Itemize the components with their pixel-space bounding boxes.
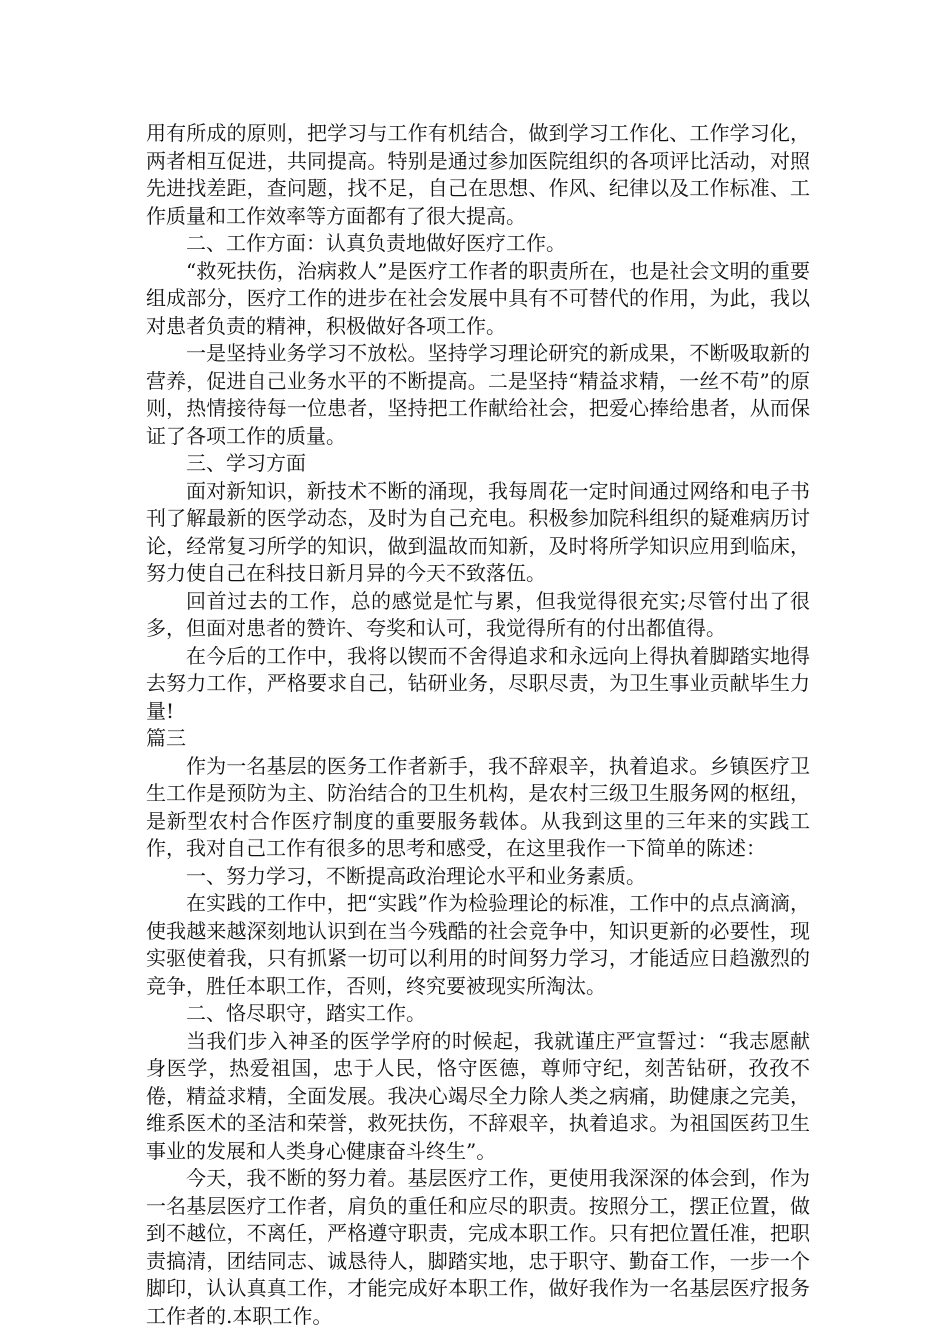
- document-page: [146, 120, 810, 1330]
- heading-study-aspect: 三、学习方面: [186, 451, 306, 475]
- paragraph-today: 今天，我不断的努力着。基层医疗工作，更使用我深深的体会到，作为一名基层医疗工作者，肩负的重任和应尽的职责。按照分工，摆正位置，做到不越位，不离任，严格遵守职责，完成本职工作。只有把位置任准，把职责搞清，团结同志、诚恳待人，脚踏实地，忠于职守、勤奋工作，一步一个脚印，认认真真工作，才能完成好本职工作，做好我作为一名基层医疗报务工作者的.本职工作。: [146, 1166, 810, 1328]
- paragraph-review: 回首过去的工作，总的感觉是忙与累，但我觉得很充实;尽管付出了很多，但面对患者的赞许、夸奖和认可，我觉得所有的付出都值得。: [146, 588, 810, 640]
- heading-study-hard: 一、努力学习，不断提高政治理论水平和业务素质。: [186, 863, 646, 888]
- heading-dedication: 二、恪尽职守，踏实工作。: [186, 1001, 426, 1025]
- paragraph-practice: 在实践的工作中，把“实践”作为检验理论的标准，工作中的点点滴滴，使我越来越深刻地认识到在当今残酷的社会竞争中，知识更新的必要性，现实驱使着我，只有抓紧一切可以利用的时间努力学习，才能适应日趋激烈的竞争，胜任本职工作，否则，终究要被现实所淘汰。: [146, 891, 810, 998]
- paragraph-new-knowledge: 面对新知识，新技术不断的涌现，我每周花一定时间通过网络和电子书刊了解最新的医学动态，及时为自己充电。积极参加院科组织的疑难病历讨论，经常复习所学的知识，做到温故而知新，及时将所学知识应用到临床，努力使自己在科技日新月异的今天不致落伍。: [146, 478, 810, 585]
- heading-work-aspect: 二、工作方面：认真负责地做好医疗工作。: [186, 231, 566, 255]
- paragraph-continuation: 用有所成的原则，把学习与工作有机结合，做到学习工作化、工作学习化，两者相互促进，共同提高。特别是通过参加医院组织的各项评比活动，对照先进找差距，查问题，找不足，自己在思想、作风、纪律以及工作标准、工作质量和工作效率等方面都有了很大提高。: [146, 121, 810, 228]
- paragraph-intro: 作为一名基层的医务工作者新手，我不辞艰辛，执着追求。乡镇医疗卫生工作是预防为主、防治结合的卫生机构，是农村三级卫生服务网的枢纽，是新型农村合作医疗制度的重要服务载体。从我到这里的三年来的实践工作，我对自己工作有很多的思考和感受，在这里我作一下简单的陈述：: [146, 753, 810, 860]
- paragraph-business-study: 一是坚持业务学习不放松。坚持学习理论研究的新成果，不断吸取新的营养，促进自己业务水平的不断提高。二是坚持“精益求精，一丝不苟”的原则，热情接待每一位患者，坚持把工作献给社会，把爱心捧给患者，从而保证了各项工作的质量。: [146, 341, 810, 448]
- paragraph-duty: “救死扶伤，治病救人”是医疗工作者的职责所在，也是社会文明的重要组成部分，医疗工作的进步在社会发展中具有不可替代的作用，为此，我以对患者负责的精神，积极做好各项工作。: [146, 258, 810, 338]
- paragraph-future: 在今后的工作中，我将以锲而不舍得追求和永远向上得执着脚踏实地得去努力工作，严格要求自己，钻研业务，尽职尽责，为卫生事业贡献毕生力量!: [146, 643, 810, 723]
- paragraph-oath: 当我们步入神圣的医学学府的时候起，我就谨庄严宣誓过：“我志愿献身医学，热爱祖国，忠于人民，恪守医德，尊师守纪，刻苦钻研，孜孜不倦，精益求精，全面发展。我决心竭尽全力除人类之病痛，助健康之完美，维系医术的圣洁和荣誉，救死扶伤，不辞艰辛，执着追求。为祖国医药卫生事业的发展和人类身心健康奋斗终生”。: [146, 1028, 810, 1163]
- section-title-part-three: 篇三: [146, 726, 186, 750]
